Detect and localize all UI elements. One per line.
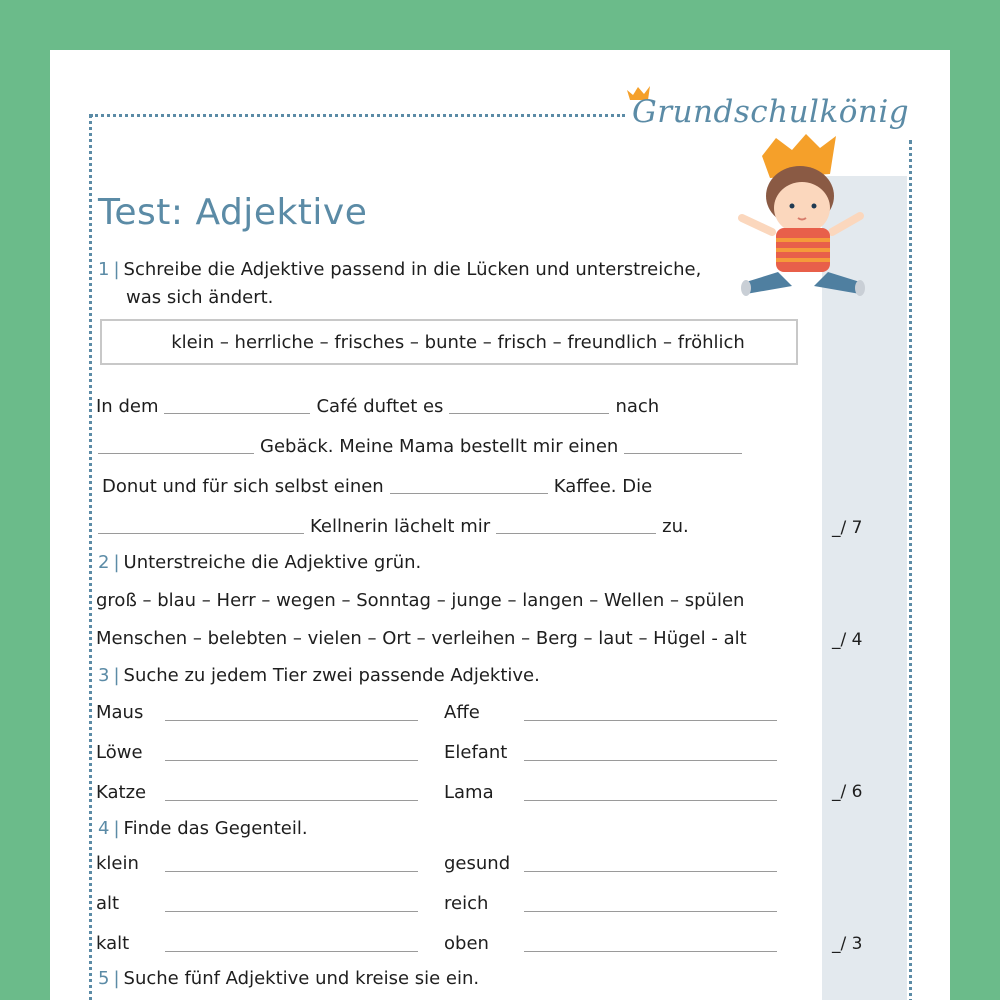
task-1-instruction <box>98 259 701 280</box>
word-list-line-1: groß – blau – Herr – wegen – Sonntag – junge – langen – Wellen – spülen <box>96 590 745 611</box>
blank-field[interactable] <box>496 532 656 534</box>
score-task-4: _/ 3 <box>832 934 863 954</box>
answer-line[interactable] <box>524 871 777 872</box>
answer-line[interactable] <box>165 871 418 872</box>
answer-line[interactable] <box>524 720 777 721</box>
task-3-instruction: 3 | Suche zu jedem Tier zwei passende Adjektive. <box>98 665 540 686</box>
word-label: gesund <box>444 853 511 874</box>
score-task-2: _/ 4 <box>832 630 863 650</box>
task-1-instruction-cont: was sich ändert. <box>126 287 274 308</box>
task-4-instruction: 4 | Finde das Gegenteil. <box>98 818 308 839</box>
animal-label: Maus <box>96 702 144 723</box>
animal-label: Affe <box>444 702 480 723</box>
dotted-border-right <box>909 140 912 1000</box>
task-5-instruction: 5 | Suche fünf Adjektive und kreise sie ein. <box>98 968 480 989</box>
animal-label: Löwe <box>96 742 143 763</box>
task-text: Schreibe die Adjektive passend in die Lücken und unterstreiche, <box>123 259 702 280</box>
dotted-border-top <box>90 114 625 117</box>
cloze-line-4: Kellnerin lächelt mir zu. <box>96 516 689 537</box>
blank-field[interactable] <box>98 532 304 534</box>
blank-field[interactable] <box>98 452 254 454</box>
task-separator: | <box>113 259 120 280</box>
dotted-border-left <box>89 114 92 1000</box>
animal-label: Elefant <box>444 742 508 763</box>
answer-line[interactable] <box>165 760 418 761</box>
answer-line[interactable] <box>524 951 777 952</box>
brand-logo: Grundschulkönig <box>632 94 910 130</box>
word-bank-box <box>100 319 798 365</box>
cloze-line-3: Donut und für sich selbst einen Kaffee. Die <box>102 476 653 497</box>
answer-line[interactable] <box>165 800 418 801</box>
answer-line[interactable] <box>165 720 418 721</box>
answer-line[interactable] <box>524 760 777 761</box>
worksheet-page <box>50 50 950 1000</box>
page-title: Test: Adjektive <box>98 192 368 233</box>
answer-line[interactable] <box>165 951 418 952</box>
word-label: oben <box>444 933 489 954</box>
kid-with-crown-illustration <box>732 134 872 314</box>
word-list-line-2: Menschen – belebten – vielen – Ort – verleihen – Berg – laut – Hügel - alt <box>96 628 747 649</box>
word-label: klein <box>96 853 139 874</box>
cloze-line-2: Gebäck. Meine Mama bestellt mir einen <box>96 436 748 457</box>
answer-line[interactable] <box>165 911 418 912</box>
task-2-instruction: 2 | Unterstreiche die Adjektive grün. <box>98 552 422 573</box>
blank-field[interactable] <box>390 492 548 494</box>
word-label: alt <box>96 893 120 914</box>
cloze-line-1: In dem Café duftet es nach <box>96 396 660 417</box>
blank-field[interactable] <box>449 412 609 414</box>
answer-line[interactable] <box>524 800 777 801</box>
animal-label: Lama <box>444 782 494 803</box>
blank-field[interactable] <box>624 452 742 454</box>
word-label: reich <box>444 893 489 914</box>
score-task-1: _/ 7 <box>832 518 863 538</box>
word-bank: klein – herrliche – frisches – bunte – frisch – freundlich – fröhlich <box>171 331 745 353</box>
word-label: kalt <box>96 933 130 954</box>
score-task-3: _/ 6 <box>832 782 863 802</box>
blank-field[interactable] <box>164 412 310 414</box>
task-number: 1 <box>98 259 110 280</box>
answer-line[interactable] <box>524 911 777 912</box>
animal-label: Katze <box>96 782 147 803</box>
